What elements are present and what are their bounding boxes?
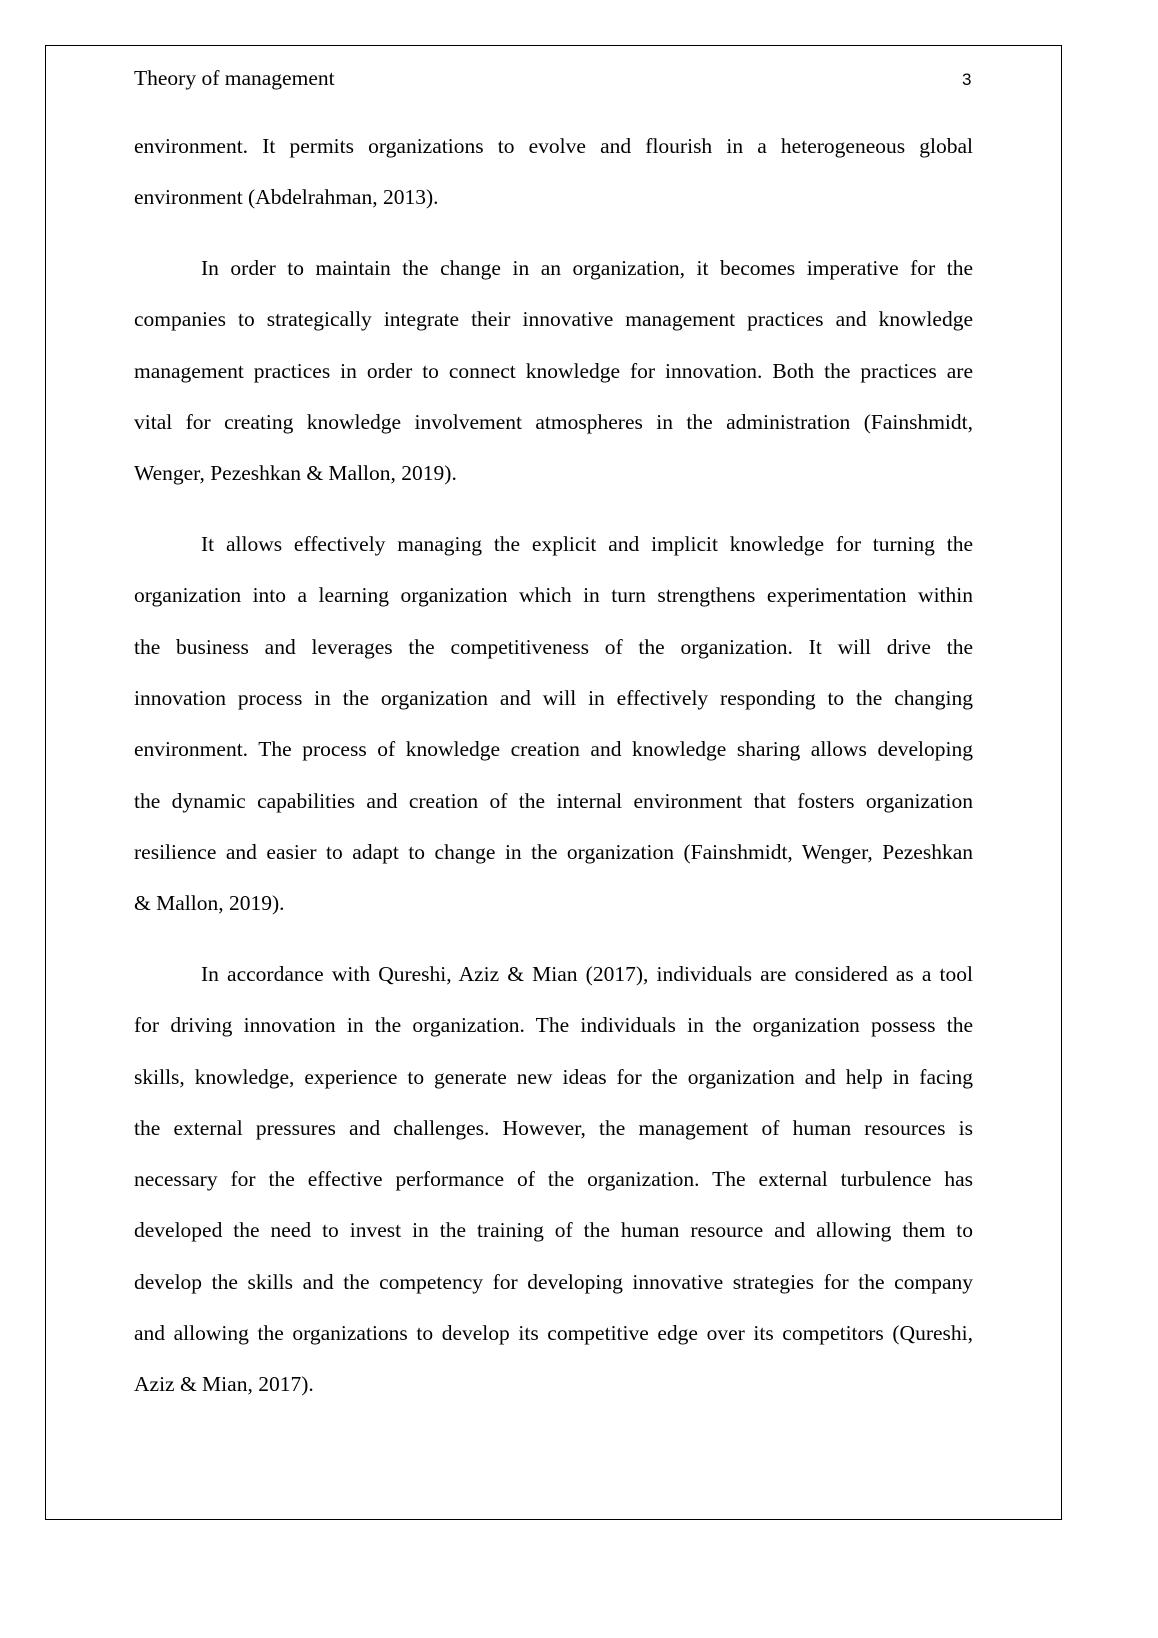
paragraph — [134, 519, 973, 929]
text-line: developed the need to invest in the training of the human resource and allowing them to — [134, 1218, 973, 1243]
running-header-title: Theory of management — [134, 66, 335, 90]
text-line: the dynamic capabilities and creation of the internal environment that fosters organization — [134, 788, 973, 813]
document-body — [134, 121, 973, 1430]
text-line: Aziz & Mian, 2017). — [134, 1372, 314, 1397]
text-line: vital for creating knowledge involvement atmospheres in the administration (Fainshmidt, — [134, 409, 973, 434]
paragraph — [134, 121, 973, 224]
text-line: In order to maintain the change in an organization, it becomes imperative for the — [201, 256, 973, 281]
text-line: environment. The process of knowledge creation and knowledge sharing allows developing — [134, 737, 973, 762]
text-line: and allowing the organizations to develop its competitive edge over its competitors (Qureshi, — [134, 1321, 973, 1346]
text-line: It allows effectively managing the explicit and implicit knowledge for turning the — [201, 532, 973, 557]
text-line: for driving innovation in the organization. The individuals in the organization possess the — [134, 1013, 973, 1038]
text-line: necessary for the effective performance of the organization. The external turbulence has — [134, 1167, 973, 1192]
text-line: the external pressures and challenges. However, the management of human resources is — [134, 1115, 973, 1140]
page-number: 3 — [962, 70, 972, 89]
text-line: Wenger, Pezeshkan & Mallon, 2019). — [134, 461, 457, 486]
text-line: innovation process in the organization and will in effectively responding to the changing — [134, 685, 973, 710]
text-line: In accordance with Qureshi, Aziz & Mian (2017), individuals are considered as a tool — [201, 961, 973, 986]
text-line: organization into a learning organization which in turn strengthens experimentation within — [134, 583, 973, 608]
text-line: companies to strategically integrate their innovative management practices and knowledge — [134, 307, 973, 332]
text-line: skills, knowledge, experience to generate new ideas for the organization and help in facing — [134, 1064, 973, 1089]
paragraph — [134, 949, 973, 1411]
text-line: develop the skills and the competency for developing innovative strategies for the company — [134, 1269, 973, 1294]
text-line: environment (Abdelrahman, 2013). — [134, 185, 439, 210]
text-line: management practices in order to connect knowledge for innovation. Both the practices are — [134, 358, 973, 383]
text-line: environment. It permits organizations to evolve and flourish in a heterogeneous global — [134, 134, 973, 158]
paragraph — [134, 243, 973, 499]
text-line: the business and leverages the competitiveness of the organization. It will drive the — [134, 634, 973, 659]
text-line: resilience and easier to adapt to change in the organization (Fainshmidt, Wenger, Pezeshkan — [134, 839, 973, 864]
text-line: & Mallon, 2019). — [134, 891, 285, 916]
